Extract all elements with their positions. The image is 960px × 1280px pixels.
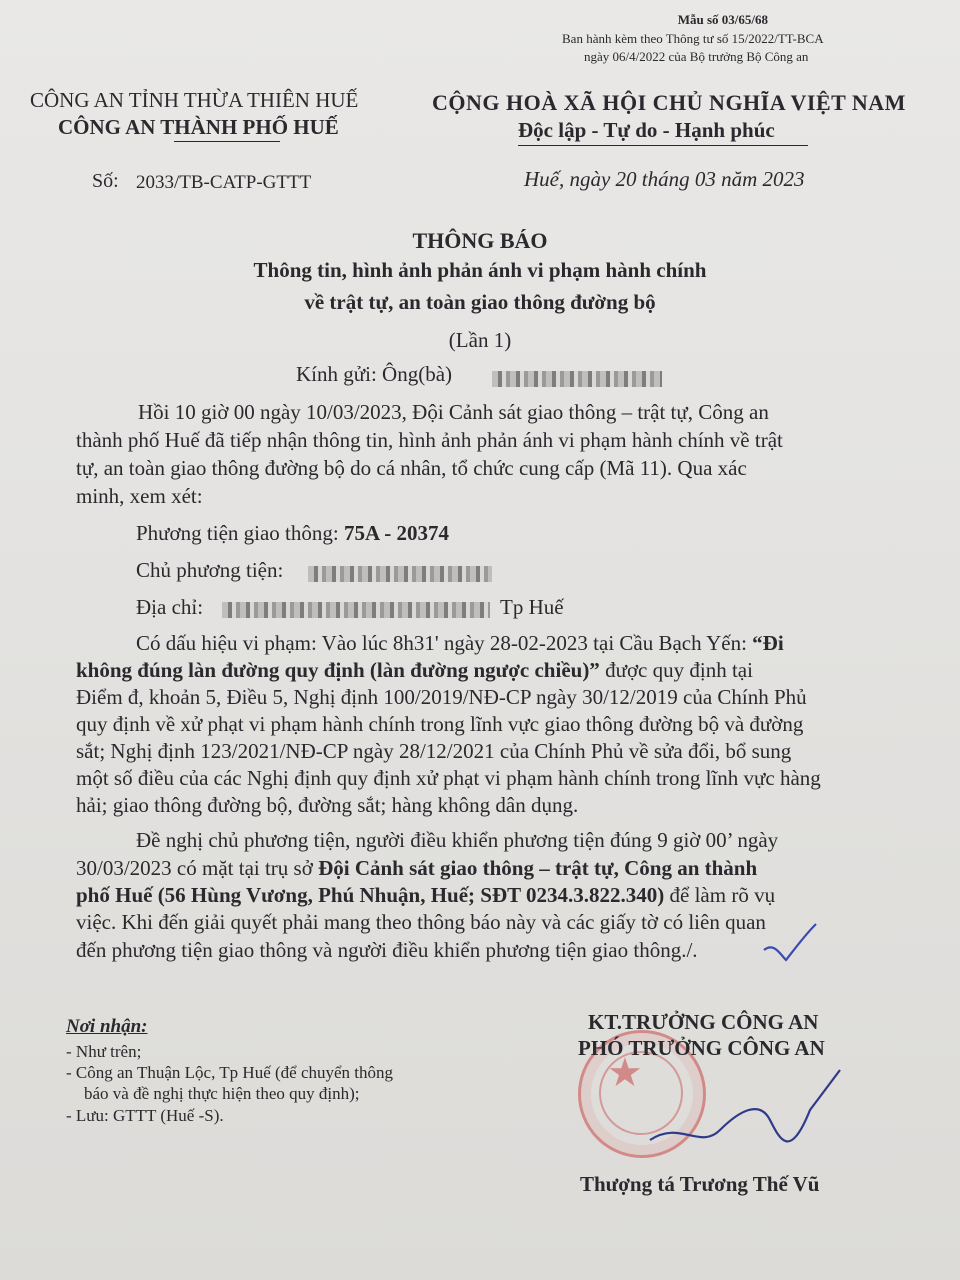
org-line-2: CÔNG AN THÀNH PHỐ HUẾ: [58, 115, 339, 139]
recipient-1: - Như trên;: [66, 1042, 142, 1061]
redacted-address: [222, 602, 490, 618]
doc-subtitle-1: Thông tin, hình ảnh phản ánh vi phạm hành chính: [253, 258, 707, 282]
motto-underline: [518, 145, 808, 146]
p3-line-3: [76, 883, 775, 908]
p3-office-name: Đội Cảnh sát giao thông – trật tự, Công an thành: [318, 856, 758, 880]
p2-line-6: một số điều của các Nghị định quy định xử phạt vi phạm hành chính trong lĩnh vực hàng: [76, 766, 821, 790]
p2-line-2-text: được quy định tại: [605, 658, 753, 682]
vehicle-label: Phương tiện giao thông:: [136, 521, 339, 545]
p2-line-3: Điểm đ, khoản 5, Điều 5, Nghị định 100/2019/NĐ-CP ngày 30/12/2019 của Chính Phủ: [76, 685, 807, 709]
notice-count: (Lần 1): [448, 328, 512, 352]
sign-title-2: PHÓ TRƯỞNG CÔNG AN: [578, 1036, 825, 1060]
address-label: Địa chỉ:: [136, 595, 204, 619]
recipient-2a: - Công an Thuận Lộc, Tp Huế (để chuyển thông: [66, 1063, 394, 1082]
p3-line-1: Đề nghị chủ phương tiện, người điều khiển phương tiện đúng 9 giờ 00’ ngày: [136, 828, 779, 852]
redacted-owner: [308, 566, 492, 582]
p3-line-5: đến phương tiện giao thông và người điều khiển phương tiện giao thông./.: [76, 938, 698, 962]
violation-text: không đúng làn đường quy định (làn đường ngược chiều)”: [76, 658, 600, 682]
p2-line-4: quy định về xử phạt vi phạm hành chính trong lĩnh vực giao thông đường bộ và đường: [76, 712, 804, 736]
p2-line-1-text: Có dấu hiệu vi phạm: Vào lúc 8h31' ngày 28-02-2023 tại Cầu Bạch Yến:: [136, 631, 747, 655]
p3-line-4: việc. Khi đến giải quyết phải mang theo thông báo này và các giấy tờ có liên quan: [76, 910, 766, 934]
recipients-heading: Nơi nhận:: [66, 1016, 148, 1037]
doc-number-label: Số:: [92, 170, 119, 192]
doc-subtitle-2: về trật tự, an toàn giao thông đường bộ: [304, 290, 656, 314]
owner-label: Chủ phương tiện:: [136, 558, 284, 582]
redacted-recipient: [492, 371, 662, 387]
recipient-2b: báo và đề nghị thực hiện theo quy định);: [84, 1084, 360, 1103]
vehicle-row: [136, 521, 449, 546]
p3-line-3-text: để làm rõ vụ: [669, 883, 776, 907]
doc-title: THÔNG BÁO: [412, 228, 548, 253]
form-note-line-2: ngày 06/4/2022 của Bộ trưởng Bộ Công an: [584, 49, 809, 64]
org-underline: [174, 141, 280, 142]
republic-line-1: CỘNG HOÀ XÃ HỘI CHỦ NGHĨA VIỆT NAM: [432, 90, 906, 115]
p2-line-7: hải; giao thông đường bộ, đường sắt; hàng không dân dụng.: [76, 793, 579, 817]
doc-date: Huế, ngày 20 tháng 03 năm 2023: [524, 167, 805, 191]
p2-line-5: sắt; Nghị định 123/2021/NĐ-CP ngày 28/12/2021 của Chính Phủ về sửa đổi, bổ sung: [76, 739, 792, 763]
p3-line-2: [76, 856, 757, 881]
form-note: [562, 30, 824, 66]
seal-star-icon: ★: [607, 1050, 643, 1095]
sign-title-1: KT.TRƯỞNG CÔNG AN: [588, 1010, 819, 1034]
p1-line-3: tự, an toàn giao thông đường bộ do cá nhân, tổ chức cung cấp (Mã 11). Qua xác: [76, 456, 747, 480]
vehicle-plate: 75A - 20374: [343, 521, 449, 545]
org-line-1: CÔNG AN TỈNH THỪA THIÊN HUẾ: [30, 88, 359, 112]
handwritten-signature: [640, 1060, 860, 1170]
p1-line-2: thành phố Huế đã tiếp nhận thông tin, hình ảnh phản ánh vi phạm hành chính về trật: [76, 428, 783, 452]
p3-line-2-text: 30/03/2023 có mặt tại trụ sở: [76, 856, 313, 880]
p3-office-address: phố Huế (56 Hùng Vương, Phú Nhuận, Huế; SĐT 0234.3.822.340): [76, 883, 665, 907]
p1-line-1: Hồi 10 giờ 00 ngày 10/03/2023, Đội Cảnh sát giao thông – trật tự, Công an: [138, 400, 769, 424]
p1-line-4: minh, xem xét:: [76, 484, 203, 508]
p2-line-1-quote: “Đi: [752, 631, 784, 655]
address-city: Tp Huế: [500, 595, 564, 619]
signer-name: Thượng tá Trương Thế Vũ: [580, 1172, 820, 1196]
form-number: Mẫu số 03/65/68: [677, 12, 768, 27]
doc-number-value: 2033/TB-CATP-GTTT: [136, 172, 312, 193]
p2-line-1: [136, 631, 784, 656]
p2-line-2: [76, 658, 753, 683]
form-note-line-1: Ban hành kèm theo Thông tư số 15/2022/TT-BCA: [562, 31, 824, 46]
republic-motto: Độc lập - Tự do - Hạnh phúc: [518, 118, 775, 142]
recipient-label: Kính gửi: Ông(bà): [296, 362, 453, 386]
recipient-3: - Lưu: GTTT (Huế -S).: [66, 1106, 224, 1125]
pen-mark-icon: [760, 920, 820, 966]
